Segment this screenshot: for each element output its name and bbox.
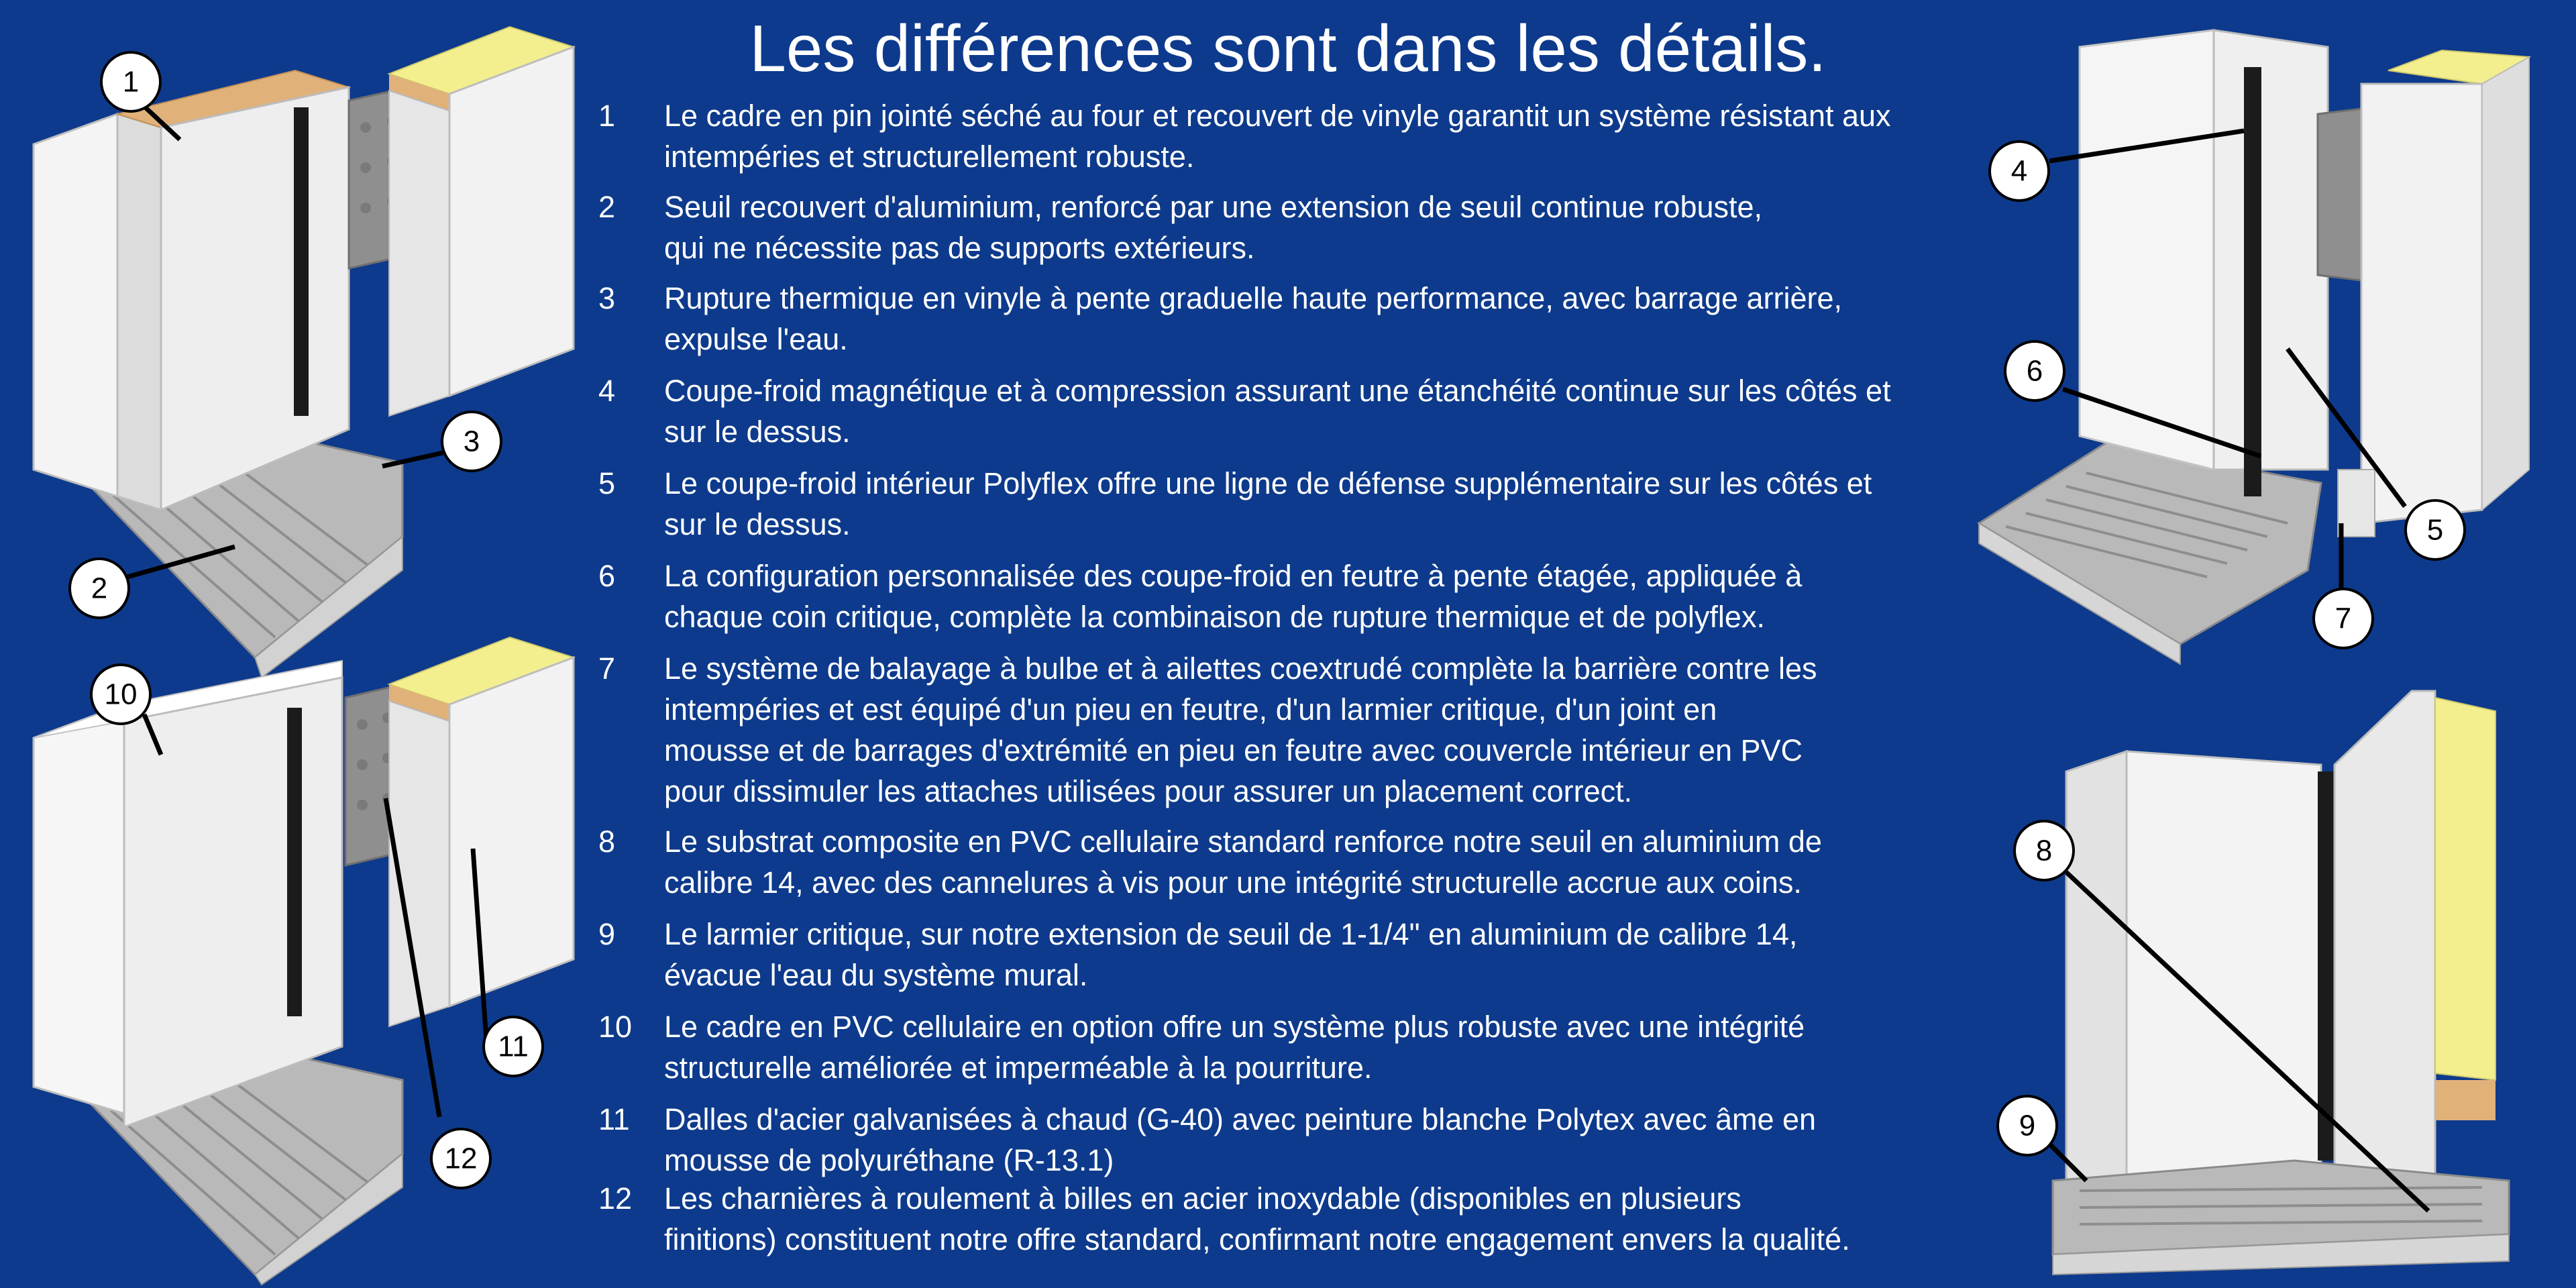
item-line: Seuil recouvert d'aluminium, renforcé par une extension de seuil continue robuste, xyxy=(664,190,1763,224)
callout-7 xyxy=(2314,589,2373,648)
item-line: intempéries et est équipé d'un pieu en feutre, d'un larmier critique, d'un joint en xyxy=(664,692,1717,727)
item-line: Le cadre en pin jointé séché au four et recouvert de vinyle garantit un système résistant aux xyxy=(664,99,1891,133)
item-line: intempéries et structurellement robuste. xyxy=(664,140,1195,174)
item-line: Rupture thermique en vinyle à pente graduelle haute performance, avec barrage arrière, xyxy=(664,281,1843,315)
callout-label: 8 xyxy=(2035,834,2053,867)
callout-1 xyxy=(101,52,160,111)
exterior-slab-face xyxy=(449,47,574,396)
item-number: 1 xyxy=(598,99,616,133)
callout-4 xyxy=(1990,142,2049,201)
callout-2 xyxy=(70,559,129,618)
callout-label: 1 xyxy=(122,65,140,99)
callout-12 xyxy=(431,1129,490,1188)
item-number: 11 xyxy=(598,1102,630,1136)
item-number: 8 xyxy=(598,824,616,859)
item-line: finitions) constituent notre offre standard, confirmant notre engagement envers la qualité. xyxy=(664,1222,1850,1256)
item-number: 7 xyxy=(598,651,616,686)
item-line: Le substrat composite en PVC cellulaire standard renforce notre seuil en aluminium de xyxy=(664,824,1822,859)
item-number: 10 xyxy=(598,1010,633,1044)
door-slab xyxy=(2127,751,2321,1208)
exterior-slab-face xyxy=(449,657,574,1006)
item-line: structurelle améliorée et imperméable à la pourriture. xyxy=(664,1051,1373,1085)
item-line: Les charnières à roulement à billes en acier inoxydable (disponibles en plusieurs xyxy=(664,1181,1741,1216)
item-line: sur le dessus. xyxy=(664,507,851,541)
item-line: Dalles d'acier galvanisées à chaud (G-40) avec peinture blanche Polytex avec âme en xyxy=(664,1102,1817,1136)
callout-5 xyxy=(2406,500,2465,559)
weatherstrip xyxy=(2318,771,2335,1161)
item-line: évacue l'eau du système mural. xyxy=(664,958,1088,992)
callout-label: 4 xyxy=(2010,154,2028,188)
item-line: chaque coin critique, complète la combinaison de rupture thermique et de polyflex. xyxy=(664,600,1765,634)
exterior-slab xyxy=(2361,84,2482,523)
callout-8 xyxy=(2015,821,2074,880)
item-number: 6 xyxy=(598,559,616,593)
item-line: pour dissimuler les attaches utilisées pour assurer un placement correct. xyxy=(664,774,1633,808)
callout-label: 2 xyxy=(91,572,108,605)
slab-foam-edge xyxy=(2435,698,2496,1080)
page-title: Les différences sont dans les détails. xyxy=(749,11,1827,85)
item-line: expulse l'eau. xyxy=(664,322,848,356)
pvc-frame-jamb xyxy=(34,704,124,1114)
weatherstrip xyxy=(2244,67,2261,496)
item-number: 5 xyxy=(598,466,616,500)
door-illustration-bottom-left xyxy=(34,637,574,1285)
callout-label: 3 xyxy=(463,425,480,458)
item-line: sur le dessus. xyxy=(664,415,851,449)
callout-label: 11 xyxy=(498,1030,529,1063)
weatherstrip xyxy=(294,107,309,416)
item-number: 2 xyxy=(598,190,616,224)
door-illustration-top-right xyxy=(1979,30,2529,664)
frame-jamb xyxy=(2066,751,2127,1214)
slab-wood-edge xyxy=(2435,1080,2496,1120)
exterior-slab xyxy=(2334,691,2435,1194)
door-illustration-bottom-right xyxy=(2053,691,2509,1275)
item-number: 9 xyxy=(598,917,616,951)
callout-3 xyxy=(442,412,501,471)
callout-label: 10 xyxy=(104,678,138,711)
item-line: calibre 14, avec des cannelures à vis pour une intégrité structurelle accrue aux coins. xyxy=(664,865,1802,900)
callout-label: 6 xyxy=(2026,354,2043,388)
item-line: qui ne nécessite pas de supports extérieurs. xyxy=(664,231,1255,265)
item-line: mousse et de barrages d'extrémité en pieu en feutre avec couvercle intérieur en PVC xyxy=(664,733,1803,767)
door-slab xyxy=(2214,30,2328,470)
exterior-slab xyxy=(389,91,449,416)
item-line: Coupe-froid magnétique et à compression assurant une étanchéité continue sur les côtés et xyxy=(664,374,1891,408)
item-line: Le larmier critique, sur notre extension de seuil de 1-1/4" en aluminium de calibre 14, xyxy=(664,917,1798,951)
callout-label: 12 xyxy=(444,1142,478,1175)
item-line: Le coupe-froid intérieur Polyflex offre une ligne de défense supplémentaire sur les côtés et xyxy=(664,466,1872,500)
callout-label: 7 xyxy=(2334,602,2352,635)
callout-6 xyxy=(2005,341,2064,400)
item-number: 12 xyxy=(598,1181,633,1216)
callout-10 xyxy=(91,665,150,724)
callout-11 xyxy=(484,1017,543,1076)
item-number: 4 xyxy=(598,374,616,408)
item-line: La configuration personnalisée des coupe-froid en feutre à pente étagée, appliquée à xyxy=(664,559,1803,593)
item-number: 3 xyxy=(598,281,616,315)
item-line: Le système de balayage à bulbe et à ailettes coextrudé complète la barrière contre les xyxy=(664,651,1817,686)
callout-label: 9 xyxy=(2019,1109,2036,1142)
callout-9 xyxy=(1998,1096,2057,1155)
exterior-slab-side xyxy=(2482,57,2529,510)
item-line: Le cadre en PVC cellulaire en option offre un système plus robuste avec une intégrité xyxy=(664,1010,1805,1044)
frame-jamb-side xyxy=(117,114,161,510)
frame-jamb xyxy=(34,114,117,496)
weatherstrip xyxy=(287,708,302,1016)
item-line: mousse de polyuréthane (R-13.1) xyxy=(664,1143,1114,1177)
callout-label: 5 xyxy=(2426,513,2444,547)
